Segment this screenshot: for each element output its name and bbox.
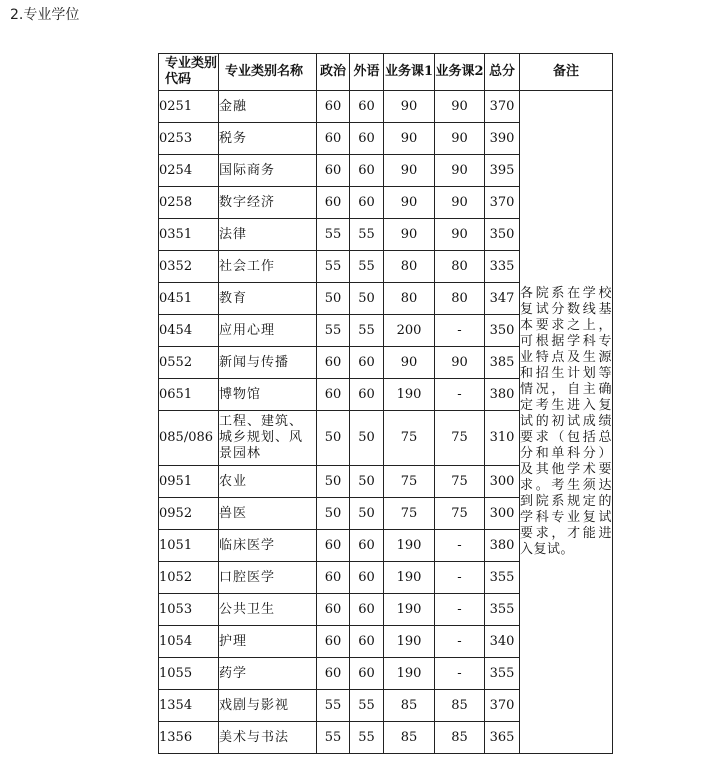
cell-foreign: 60: [350, 187, 384, 219]
header-course1: 业务课1: [384, 54, 435, 91]
table-row: [159, 91, 613, 123]
cell-total: 370: [485, 91, 520, 123]
header-note: 备注: [520, 54, 613, 91]
cell-course1: 190: [384, 379, 435, 411]
cell-course2: -: [435, 379, 485, 411]
cell-course2: 85: [435, 722, 485, 754]
cell-foreign: 50: [350, 283, 384, 315]
cell-politics: 50: [317, 466, 350, 498]
cell-code: 1054: [159, 626, 219, 658]
header-politics: 政治: [317, 54, 350, 91]
cell-code: 0258: [159, 187, 219, 219]
cell-foreign: 60: [350, 347, 384, 379]
cell-code: 0552: [159, 347, 219, 379]
cell-name: 社会工作: [219, 251, 317, 283]
cell-course1: 190: [384, 594, 435, 626]
table-header-row: [159, 54, 613, 91]
cell-politics: 60: [317, 626, 350, 658]
cell-course2: 85: [435, 690, 485, 722]
cell-foreign: 60: [350, 562, 384, 594]
cell-foreign: 60: [350, 155, 384, 187]
cell-course1: 85: [384, 722, 435, 754]
cell-politics: 55: [317, 251, 350, 283]
cell-total: 355: [485, 562, 520, 594]
header-foreign: 外语: [350, 54, 384, 91]
cell-code: 1055: [159, 658, 219, 690]
cell-course2: 90: [435, 219, 485, 251]
cell-foreign: 55: [350, 315, 384, 347]
cell-total: 395: [485, 155, 520, 187]
cell-foreign: 60: [350, 594, 384, 626]
cell-course1: 75: [384, 498, 435, 530]
cell-name: 戏剧与影视: [219, 690, 317, 722]
table-body: [159, 91, 613, 754]
cell-course1: 90: [384, 347, 435, 379]
cell-course2: -: [435, 626, 485, 658]
cell-name: 农业: [219, 466, 317, 498]
cell-name: 护理: [219, 626, 317, 658]
cell-course1: 75: [384, 411, 435, 466]
cell-total: 350: [485, 219, 520, 251]
cell-name: 公共卫生: [219, 594, 317, 626]
cell-politics: 60: [317, 530, 350, 562]
cell-name: 金融: [219, 91, 317, 123]
cell-politics: 50: [317, 283, 350, 315]
cell-name: 美术与书法: [219, 722, 317, 754]
cell-code: 0251: [159, 91, 219, 123]
cell-course1: 190: [384, 530, 435, 562]
cell-course2: 75: [435, 498, 485, 530]
cell-politics: 60: [317, 347, 350, 379]
cell-course2: -: [435, 594, 485, 626]
cell-code: 0253: [159, 123, 219, 155]
cell-foreign: 60: [350, 123, 384, 155]
cell-code: 0952: [159, 498, 219, 530]
cell-name: 药学: [219, 658, 317, 690]
cell-course1: 190: [384, 626, 435, 658]
cell-politics: 60: [317, 658, 350, 690]
cell-foreign: 50: [350, 466, 384, 498]
cell-name: 国际商务: [219, 155, 317, 187]
cell-foreign: 55: [350, 722, 384, 754]
cell-name: 数字经济: [219, 187, 317, 219]
cell-course2: -: [435, 562, 485, 594]
cell-foreign: 50: [350, 411, 384, 466]
cell-course2: -: [435, 315, 485, 347]
cell-foreign: 60: [350, 379, 384, 411]
cell-name: 临床医学: [219, 530, 317, 562]
cell-course1: 90: [384, 155, 435, 187]
cell-foreign: 60: [350, 530, 384, 562]
cell-code: 0351: [159, 219, 219, 251]
cell-total: 355: [485, 658, 520, 690]
cell-course2: 90: [435, 123, 485, 155]
cell-politics: 55: [317, 722, 350, 754]
cell-total: 380: [485, 530, 520, 562]
cell-name: 应用心理: [219, 315, 317, 347]
cell-total: 300: [485, 466, 520, 498]
cell-course2: 90: [435, 347, 485, 379]
cell-politics: 60: [317, 562, 350, 594]
cell-course2: 75: [435, 466, 485, 498]
cell-name: 法律: [219, 219, 317, 251]
cell-course2: 90: [435, 155, 485, 187]
header-code: 专业类别代码: [159, 54, 219, 91]
section-heading: 2.专业学位: [10, 7, 80, 23]
cell-total: 350: [485, 315, 520, 347]
cell-politics: 60: [317, 123, 350, 155]
cell-name: 税务: [219, 123, 317, 155]
cell-politics: 60: [317, 187, 350, 219]
cell-course1: 190: [384, 562, 435, 594]
cell-total: 380: [485, 379, 520, 411]
cell-code: 0651: [159, 379, 219, 411]
cell-total: 370: [485, 690, 520, 722]
cell-total: 335: [485, 251, 520, 283]
cell-course2: 80: [435, 283, 485, 315]
cell-total: 365: [485, 722, 520, 754]
cell-code: 1053: [159, 594, 219, 626]
header-course2: 业务课2: [435, 54, 485, 91]
cell-code: 1051: [159, 530, 219, 562]
cell-total: 347: [485, 283, 520, 315]
cell-total: 300: [485, 498, 520, 530]
cell-total: 340: [485, 626, 520, 658]
note-cell: 各院系在学校复试分数线基本要求之上，可根据学科专业特点及生源和招生计划等情况，自主确定考生进入复试的初试成绩要求（包括总分和单科分）及其他学术要求。考生须达到院系规定的学科专业复试要求，才能进入复试。: [520, 91, 613, 754]
cell-politics: 50: [317, 411, 350, 466]
cell-total: 385: [485, 347, 520, 379]
cell-course1: 75: [384, 466, 435, 498]
cell-code: 0951: [159, 466, 219, 498]
cell-course2: -: [435, 530, 485, 562]
cell-course1: 90: [384, 187, 435, 219]
cell-name: 教育: [219, 283, 317, 315]
cell-code: 0454: [159, 315, 219, 347]
cell-code: 1052: [159, 562, 219, 594]
cell-course1: 80: [384, 251, 435, 283]
cell-course2: 80: [435, 251, 485, 283]
cell-total: 370: [485, 187, 520, 219]
cell-code: 085/086: [159, 411, 219, 466]
cell-code: 0352: [159, 251, 219, 283]
cell-total: 310: [485, 411, 520, 466]
cell-course1: 190: [384, 658, 435, 690]
cell-politics: 55: [317, 690, 350, 722]
cell-politics: 60: [317, 594, 350, 626]
cell-politics: 60: [317, 91, 350, 123]
cell-foreign: 60: [350, 91, 384, 123]
cell-total: 390: [485, 123, 520, 155]
cell-code: 0254: [159, 155, 219, 187]
cell-course2: 75: [435, 411, 485, 466]
cell-foreign: 50: [350, 498, 384, 530]
cell-course1: 90: [384, 91, 435, 123]
cell-name: 博物馆: [219, 379, 317, 411]
cell-course1: 80: [384, 283, 435, 315]
cell-code: 1354: [159, 690, 219, 722]
cell-foreign: 55: [350, 251, 384, 283]
header-total: 总分: [485, 54, 520, 91]
cell-foreign: 55: [350, 690, 384, 722]
cell-politics: 55: [317, 315, 350, 347]
cell-course2: -: [435, 658, 485, 690]
cell-course1: 200: [384, 315, 435, 347]
cell-course2: 90: [435, 91, 485, 123]
cell-politics: 60: [317, 155, 350, 187]
cell-name: 工程、建筑、城乡规划、风景园林: [219, 411, 317, 466]
cell-name: 口腔医学: [219, 562, 317, 594]
score-line-table: [158, 53, 613, 754]
cell-course1: 90: [384, 219, 435, 251]
header-name: 专业类别名称: [219, 54, 317, 91]
cell-foreign: 55: [350, 219, 384, 251]
cell-politics: 50: [317, 498, 350, 530]
cell-course2: 90: [435, 187, 485, 219]
cell-politics: 60: [317, 379, 350, 411]
cell-name: 新闻与传播: [219, 347, 317, 379]
cell-code: 0451: [159, 283, 219, 315]
cell-politics: 55: [317, 219, 350, 251]
cell-foreign: 60: [350, 626, 384, 658]
cell-total: 355: [485, 594, 520, 626]
cell-name: 兽医: [219, 498, 317, 530]
cell-course1: 90: [384, 123, 435, 155]
cell-foreign: 60: [350, 658, 384, 690]
cell-course1: 85: [384, 690, 435, 722]
cell-code: 1356: [159, 722, 219, 754]
